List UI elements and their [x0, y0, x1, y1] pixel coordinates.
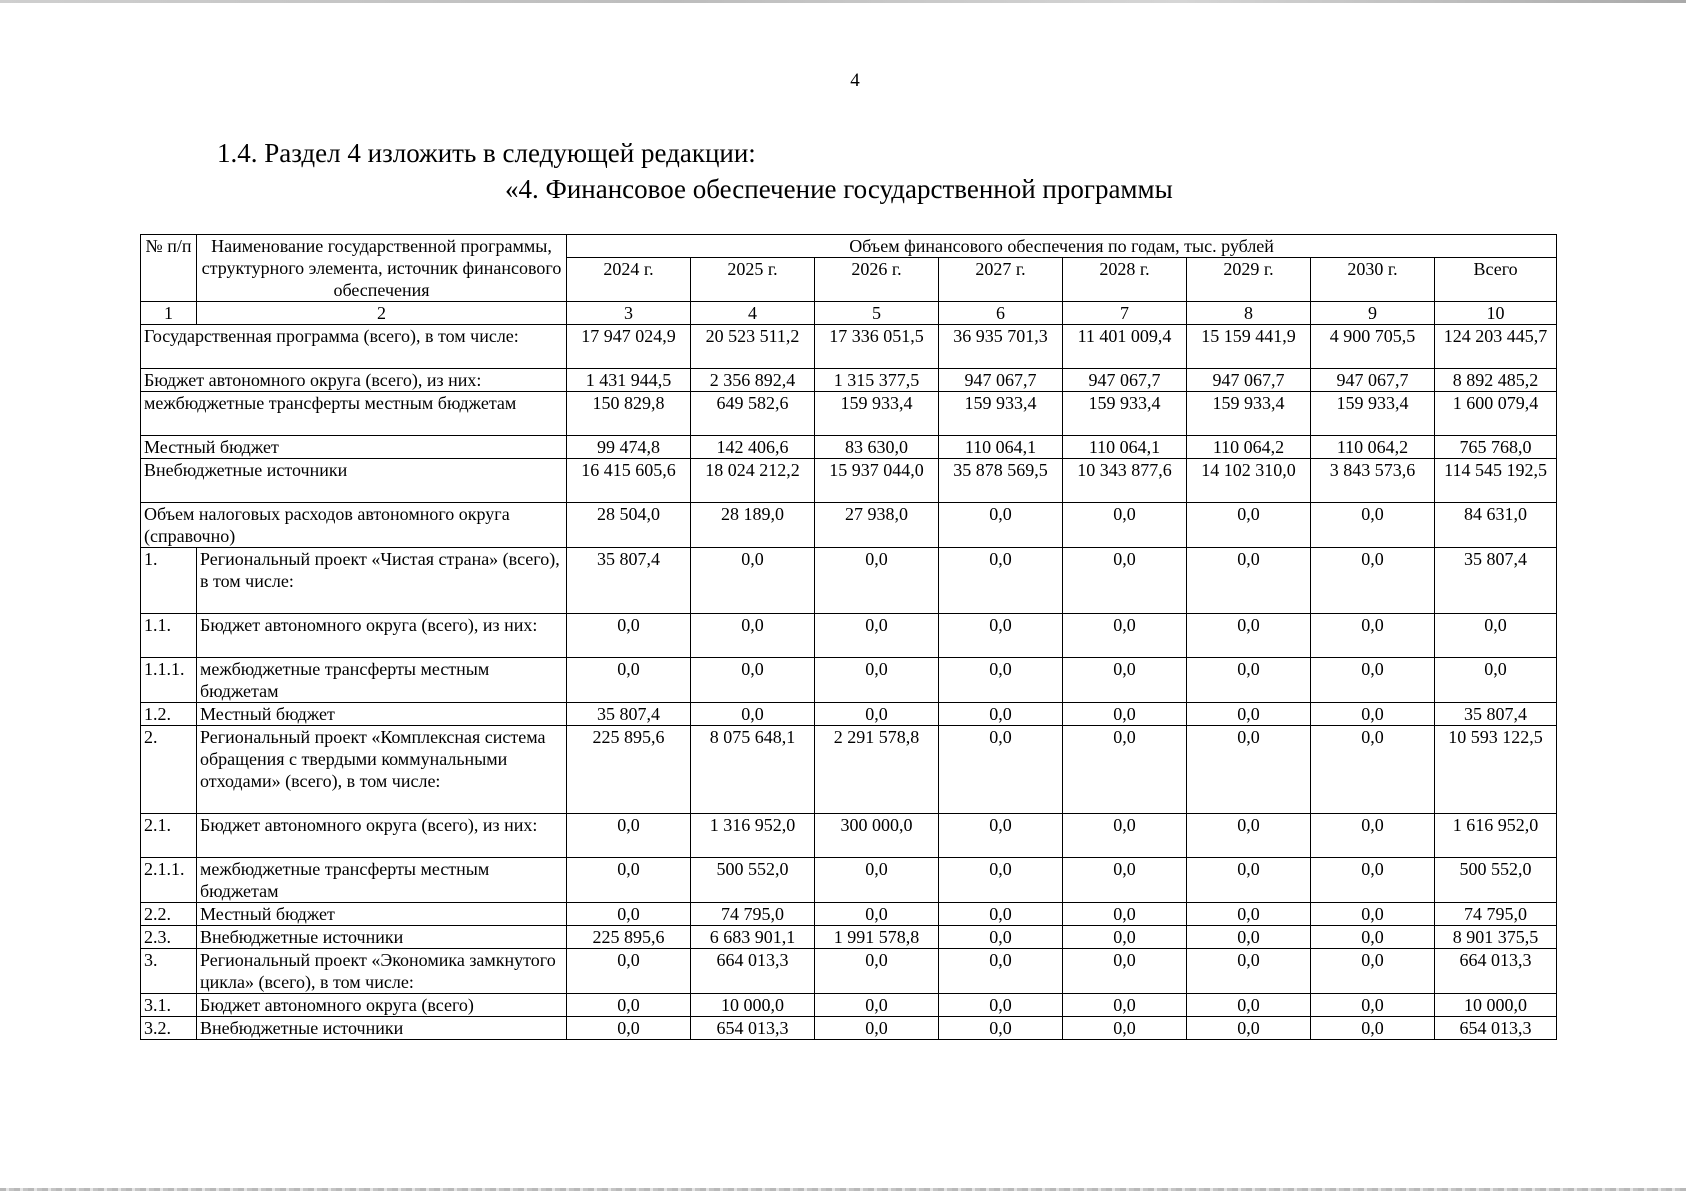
header-col-group: Объем финансового обеспечения по годам, тыс. рублей [567, 235, 1557, 258]
value-cell: 20 523 511,2 [691, 325, 815, 369]
value-cell: 649 582,6 [691, 392, 815, 436]
value-cell: 225 895,6 [567, 926, 691, 949]
value-cell: 0,0 [1187, 548, 1311, 614]
row-number: 3. [141, 949, 197, 994]
summary-row [141, 325, 1557, 369]
value-cell: 15 159 441,9 [1187, 325, 1311, 369]
row-number: 2.1. [141, 814, 197, 858]
table-row [141, 926, 1557, 949]
value-cell: 500 552,0 [1435, 858, 1557, 903]
value-cell: 0,0 [567, 1017, 691, 1040]
header-year: 2025 г. [691, 258, 815, 302]
value-cell: 8 901 375,5 [1435, 926, 1557, 949]
value-cell: 10 343 877,6 [1063, 459, 1187, 503]
value-cell: 10 000,0 [1435, 994, 1557, 1017]
value-cell: 0,0 [1187, 949, 1311, 994]
value-cell: 15 937 044,0 [815, 459, 939, 503]
value-cell: 0,0 [567, 614, 691, 658]
value-cell: 1 616 952,0 [1435, 814, 1557, 858]
table-row [141, 903, 1557, 926]
value-cell: 8 075 648,1 [691, 726, 815, 814]
value-cell: 0,0 [815, 658, 939, 703]
scan-edge-top [0, 0, 1686, 3]
value-cell: 0,0 [691, 548, 815, 614]
value-cell: 0,0 [1187, 903, 1311, 926]
summary-row-name: Государственная программа (всего), в том числе: [141, 325, 567, 369]
row-number: 2. [141, 726, 197, 814]
financing-table [140, 234, 1557, 1040]
value-cell: 6 683 901,1 [691, 926, 815, 949]
value-cell: 0,0 [1063, 994, 1187, 1017]
header-year: 2029 г. [1187, 258, 1311, 302]
value-cell: 159 933,4 [1187, 392, 1311, 436]
value-cell: 0,0 [567, 814, 691, 858]
page-number: 4 [850, 70, 860, 91]
value-cell: 0,0 [1063, 703, 1187, 726]
value-cell: 1 991 578,8 [815, 926, 939, 949]
value-cell: 114 545 192,5 [1435, 459, 1557, 503]
value-cell: 159 933,4 [1311, 392, 1435, 436]
value-cell: 0,0 [1063, 814, 1187, 858]
index-cell: 3 [567, 302, 691, 325]
value-cell: 74 795,0 [1435, 903, 1557, 926]
value-cell: 0,0 [815, 548, 939, 614]
index-cell: 10 [1435, 302, 1557, 325]
header-index-row [141, 302, 1557, 325]
value-cell: 0,0 [1063, 548, 1187, 614]
summary-row-name: межбюджетные трансферты местным бюджетам [141, 392, 567, 436]
value-cell: 0,0 [1311, 926, 1435, 949]
summary-row-name: Местный бюджет [141, 436, 567, 459]
table-row [141, 994, 1557, 1017]
value-cell: 0,0 [1311, 503, 1435, 548]
value-cell: 0,0 [567, 903, 691, 926]
value-cell: 35 807,4 [567, 548, 691, 614]
value-cell: 159 933,4 [939, 392, 1063, 436]
value-cell: 0,0 [1187, 503, 1311, 548]
value-cell: 0,0 [1063, 926, 1187, 949]
value-cell: 35 807,4 [1435, 703, 1557, 726]
value-cell: 35 878 569,5 [939, 459, 1063, 503]
value-cell: 10 593 122,5 [1435, 726, 1557, 814]
value-cell: 0,0 [1063, 1017, 1187, 1040]
value-cell: 110 064,2 [1311, 436, 1435, 459]
value-cell: 0,0 [815, 858, 939, 903]
value-cell: 0,0 [939, 548, 1063, 614]
value-cell: 17 947 024,9 [567, 325, 691, 369]
value-cell: 0,0 [939, 1017, 1063, 1040]
value-cell: 500 552,0 [691, 858, 815, 903]
value-cell: 0,0 [691, 703, 815, 726]
index-cell: 9 [1311, 302, 1435, 325]
value-cell: 0,0 [1311, 703, 1435, 726]
index-cell: 2 [197, 302, 567, 325]
value-cell: 74 795,0 [691, 903, 815, 926]
value-cell: 664 013,3 [691, 949, 815, 994]
value-cell: 3 843 573,6 [1311, 459, 1435, 503]
row-number: 2.1.1. [141, 858, 197, 903]
value-cell: 664 013,3 [1435, 949, 1557, 994]
header-year: 2026 г. [815, 258, 939, 302]
table-row [141, 548, 1557, 614]
row-name: Региональный проект «Экономика замкнутого цикла» (всего), в том числе: [197, 949, 567, 994]
row-name: Бюджет автономного округа (всего), из них: [197, 814, 567, 858]
value-cell: 0,0 [1435, 614, 1557, 658]
value-cell: 0,0 [1435, 658, 1557, 703]
value-cell: 0,0 [1187, 658, 1311, 703]
value-cell: 0,0 [1187, 703, 1311, 726]
value-cell: 0,0 [1187, 726, 1311, 814]
value-cell: 110 064,2 [1187, 436, 1311, 459]
row-number: 1.2. [141, 703, 197, 726]
value-cell: 0,0 [1063, 503, 1187, 548]
value-cell: 142 406,6 [691, 436, 815, 459]
value-cell: 947 067,7 [939, 369, 1063, 392]
section-title: «4. Финансовое обеспечение государственной программы [505, 174, 1173, 204]
row-number: 1.1. [141, 614, 197, 658]
value-cell: 150 829,8 [567, 392, 691, 436]
value-cell: 225 895,6 [567, 726, 691, 814]
summary-row-name: Объем налоговых расходов автономного округа (справочно) [141, 503, 567, 548]
value-cell: 0,0 [939, 858, 1063, 903]
header-year: 2028 г. [1063, 258, 1187, 302]
value-cell: 0,0 [815, 903, 939, 926]
row-name: Региональный проект «Чистая страна» (всего), в том числе: [197, 548, 567, 614]
value-cell: 1 600 079,4 [1435, 392, 1557, 436]
value-cell: 159 933,4 [815, 392, 939, 436]
value-cell: 947 067,7 [1187, 369, 1311, 392]
value-cell: 0,0 [939, 903, 1063, 926]
row-number: 3.2. [141, 1017, 197, 1040]
value-cell: 0,0 [1311, 548, 1435, 614]
value-cell: 947 067,7 [1311, 369, 1435, 392]
value-cell: 0,0 [1063, 658, 1187, 703]
value-cell: 0,0 [567, 994, 691, 1017]
value-cell: 11 401 009,4 [1063, 325, 1187, 369]
row-name: Местный бюджет [197, 903, 567, 926]
value-cell: 0,0 [1187, 926, 1311, 949]
table-row [141, 658, 1557, 703]
table-row [141, 703, 1557, 726]
summary-row [141, 459, 1557, 503]
header-year: 2027 г. [939, 258, 1063, 302]
value-cell: 0,0 [567, 949, 691, 994]
row-name: Внебюджетные источники [197, 1017, 567, 1040]
value-cell: 17 336 051,5 [815, 325, 939, 369]
index-cell: 5 [815, 302, 939, 325]
value-cell: 4 900 705,5 [1311, 325, 1435, 369]
value-cell: 0,0 [1187, 814, 1311, 858]
value-cell: 0,0 [1311, 614, 1435, 658]
value-cell: 0,0 [1311, 994, 1435, 1017]
summary-row [141, 369, 1557, 392]
value-cell: 0,0 [815, 614, 939, 658]
table-row [141, 614, 1557, 658]
row-number: 1.1.1. [141, 658, 197, 703]
value-cell: 35 807,4 [1435, 548, 1557, 614]
value-cell: 83 630,0 [815, 436, 939, 459]
value-cell: 0,0 [939, 814, 1063, 858]
value-cell: 654 013,3 [1435, 1017, 1557, 1040]
value-cell: 35 807,4 [567, 703, 691, 726]
header-col-name: Наименование государственной программы, структурного элемента, источник финансового обеспечения [197, 235, 567, 302]
row-number: 1. [141, 548, 197, 614]
value-cell: 18 024 212,2 [691, 459, 815, 503]
value-cell: 110 064,1 [1063, 436, 1187, 459]
summary-row [141, 392, 1557, 436]
index-cell: 7 [1063, 302, 1187, 325]
value-cell: 0,0 [1311, 858, 1435, 903]
summary-row [141, 503, 1557, 548]
value-cell: 0,0 [939, 658, 1063, 703]
value-cell: 300 000,0 [815, 814, 939, 858]
value-cell: 159 933,4 [1063, 392, 1187, 436]
index-cell: 6 [939, 302, 1063, 325]
value-cell: 0,0 [1063, 726, 1187, 814]
value-cell: 8 892 485,2 [1435, 369, 1557, 392]
row-name: Местный бюджет [197, 703, 567, 726]
value-cell: 0,0 [567, 658, 691, 703]
value-cell: 0,0 [815, 949, 939, 994]
header-total: Всего [1435, 258, 1557, 302]
value-cell: 10 000,0 [691, 994, 815, 1017]
index-cell: 8 [1187, 302, 1311, 325]
header-col-no: № п/п [141, 235, 197, 302]
row-name: Внебюджетные источники [197, 926, 567, 949]
summary-row-name: Бюджет автономного округа (всего), из них: [141, 369, 567, 392]
value-cell: 0,0 [815, 703, 939, 726]
value-cell: 2 356 892,4 [691, 369, 815, 392]
value-cell: 0,0 [691, 658, 815, 703]
row-name: Бюджет автономного округа (всего), из них: [197, 614, 567, 658]
row-name: межбюджетные трансферты местным бюджетам [197, 858, 567, 903]
summary-row [141, 436, 1557, 459]
value-cell: 0,0 [1311, 814, 1435, 858]
value-cell: 84 631,0 [1435, 503, 1557, 548]
table-row [141, 858, 1557, 903]
value-cell: 0,0 [939, 503, 1063, 548]
value-cell: 0,0 [1187, 614, 1311, 658]
value-cell: 0,0 [939, 994, 1063, 1017]
value-cell: 0,0 [1063, 903, 1187, 926]
value-cell: 0,0 [1187, 1017, 1311, 1040]
value-cell: 0,0 [1311, 903, 1435, 926]
value-cell: 0,0 [939, 703, 1063, 726]
value-cell: 0,0 [691, 614, 815, 658]
value-cell: 28 504,0 [567, 503, 691, 548]
value-cell: 0,0 [1311, 1017, 1435, 1040]
value-cell: 0,0 [815, 1017, 939, 1040]
row-number: 2.3. [141, 926, 197, 949]
header-year: 2024 г. [567, 258, 691, 302]
value-cell: 0,0 [1063, 949, 1187, 994]
value-cell: 28 189,0 [691, 503, 815, 548]
value-cell: 0,0 [1311, 658, 1435, 703]
value-cell: 947 067,7 [1063, 369, 1187, 392]
value-cell: 0,0 [939, 949, 1063, 994]
table-row [141, 1017, 1557, 1040]
value-cell: 0,0 [1311, 949, 1435, 994]
section-heading: 1.4. Раздел 4 изложить в следующей редакции: [217, 138, 756, 168]
summary-row-name: Внебюджетные источники [141, 459, 567, 503]
table-row [141, 949, 1557, 994]
row-number: 3.1. [141, 994, 197, 1017]
value-cell: 2 291 578,8 [815, 726, 939, 814]
value-cell: 99 474,8 [567, 436, 691, 459]
row-name: Бюджет автономного округа (всего) [197, 994, 567, 1017]
value-cell: 14 102 310,0 [1187, 459, 1311, 503]
value-cell: 110 064,1 [939, 436, 1063, 459]
value-cell: 1 316 952,0 [691, 814, 815, 858]
value-cell: 0,0 [567, 858, 691, 903]
table-row [141, 726, 1557, 814]
value-cell: 0,0 [939, 726, 1063, 814]
index-cell: 4 [691, 302, 815, 325]
value-cell: 27 938,0 [815, 503, 939, 548]
value-cell: 0,0 [1311, 726, 1435, 814]
header-row-group [141, 235, 1557, 258]
header-year: 2030 г. [1311, 258, 1435, 302]
table-row [141, 814, 1557, 858]
row-name: межбюджетные трансферты местным бюджетам [197, 658, 567, 703]
value-cell: 36 935 701,3 [939, 325, 1063, 369]
value-cell: 0,0 [815, 994, 939, 1017]
index-cell: 1 [141, 302, 197, 325]
value-cell: 0,0 [939, 926, 1063, 949]
value-cell: 0,0 [1063, 614, 1187, 658]
value-cell: 654 013,3 [691, 1017, 815, 1040]
value-cell: 0,0 [939, 614, 1063, 658]
row-name: Региональный проект «Комплексная система обращения с твердыми коммунальными отходами» (всего), в том числе: [197, 726, 567, 814]
value-cell: 16 415 605,6 [567, 459, 691, 503]
value-cell: 0,0 [1063, 858, 1187, 903]
value-cell: 1 431 944,5 [567, 369, 691, 392]
row-number: 2.2. [141, 903, 197, 926]
value-cell: 0,0 [1187, 858, 1311, 903]
value-cell: 124 203 445,7 [1435, 325, 1557, 369]
value-cell: 1 315 377,5 [815, 369, 939, 392]
value-cell: 765 768,0 [1435, 436, 1557, 459]
scan-edge-bottom [0, 1188, 1686, 1191]
value-cell: 0,0 [1187, 994, 1311, 1017]
